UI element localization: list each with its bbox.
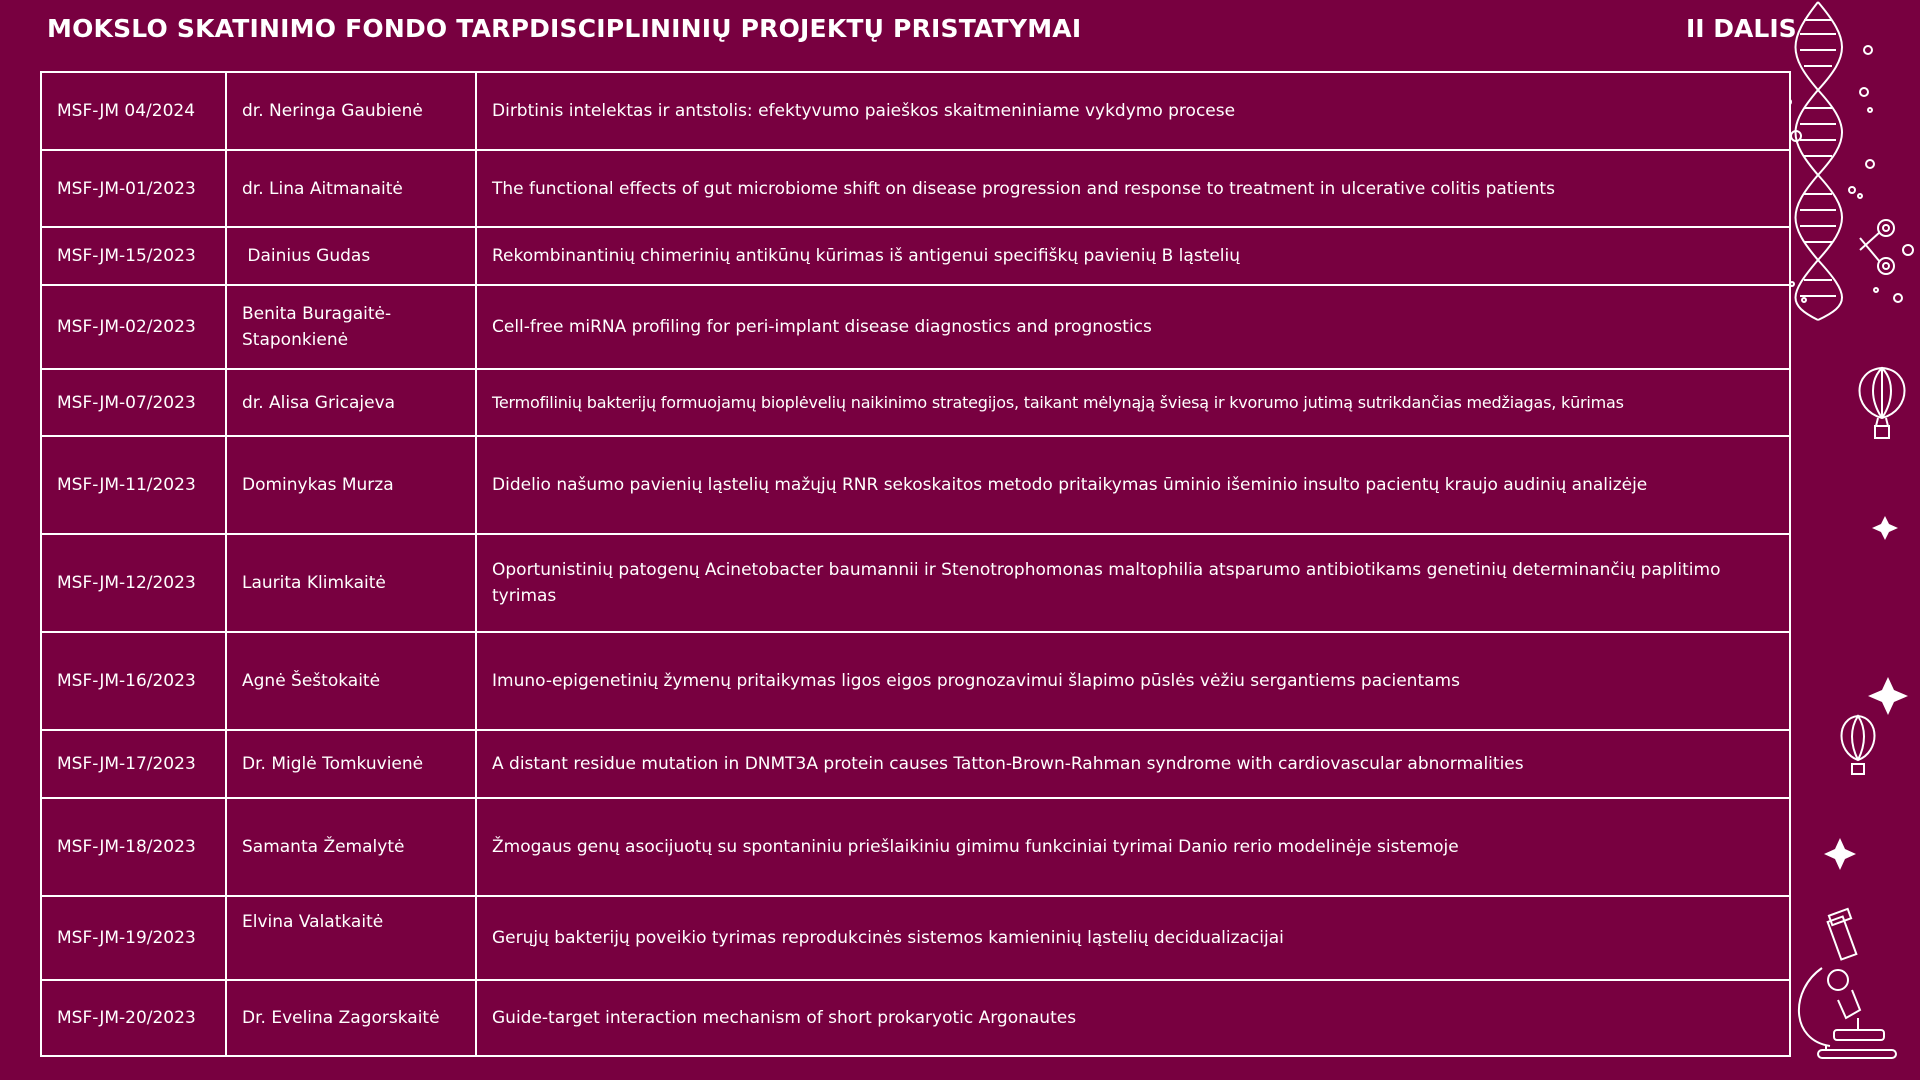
project-topic: Dirbtinis intelektas ir antstolis: efektyvumo paieškos skaitmeniniame vykdymo procese: [476, 72, 1790, 150]
table-row: [41, 534, 1790, 632]
researcher-name: Benita Buragaitė-Staponkienė: [226, 285, 476, 369]
project-topic: Didelio našumo pavienių ląstelių mažųjų RNR sekoskaitos metodo pritaikymas ūminio išeminio insulto pacientų kraujo audinių analizėje: [476, 436, 1790, 534]
table-row: [41, 227, 1790, 285]
table-row: [41, 896, 1790, 980]
project-topic: Guide-target interaction mechanism of short prokaryotic Argonautes: [476, 980, 1790, 1056]
project-code: MSF-JM-15/2023: [41, 227, 226, 285]
researcher-name: Elvina Valatkaitė: [226, 896, 476, 980]
project-topic: Imuno-epigenetinių žymenų pritaikymas ligos eigos prognozavimui šlapimo pūslės vėžiu sergantiems pacientams: [476, 632, 1790, 730]
project-topic: The functional effects of gut microbiome shift on disease progression and response to treatment in ulcerative colitis patients: [476, 150, 1790, 227]
project-topic: Oportunistinių patogenų Acinetobacter baumannii ir Stenotrophomonas maltophilia atsparumo antibiotikams genetinių determinančių paplitimo tyrimas: [476, 534, 1790, 632]
hot-air-balloon-icon: [1860, 368, 1905, 438]
table-row: [41, 436, 1790, 534]
project-code: MSF-JM-20/2023: [41, 980, 226, 1056]
researcher-name: Dr. Evelina Zagorskaitė: [226, 980, 476, 1056]
project-code: MSF-JM-07/2023: [41, 369, 226, 436]
page-title: MOKSLO SKATINIMO FONDO TARPDISCIPLININIŲ PROJEKTŲ PRISTATYMAI: [47, 14, 1082, 43]
dna-helix-icon: [1790, 2, 1913, 320]
project-code: MSF-JM-16/2023: [41, 632, 226, 730]
project-code: MSF-JM-01/2023: [41, 150, 226, 227]
projects-table: [40, 71, 1791, 1057]
table-row: [41, 72, 1790, 150]
hot-air-balloon-icon: [1842, 716, 1875, 774]
sparkle-icon: [1824, 516, 1908, 870]
researcher-name: Samanta Žemalytė: [226, 798, 476, 896]
table-row: [41, 285, 1790, 369]
project-code: MSF-JM-18/2023: [41, 798, 226, 896]
table-row: [41, 980, 1790, 1056]
project-code: MSF-JM-17/2023: [41, 730, 226, 798]
project-code: MSF-JM 04/2024: [41, 72, 226, 150]
project-topic: Cell-free miRNA profiling for peri-implant disease diagnostics and prognostics: [476, 285, 1790, 369]
project-code: MSF-JM-02/2023: [41, 285, 226, 369]
table-row: [41, 369, 1790, 436]
project-topic: Termofilinių bakterijų formuojamų bioplėvelių naikinimo strategijos, taikant mėlynąją šviesą ir kvorumo jutimą sutrikdančias medžiagas, kūrimas: [476, 369, 1790, 436]
table-row: [41, 150, 1790, 227]
project-code: MSF-JM-12/2023: [41, 534, 226, 632]
researcher-name: Dr. Miglė Tomkuvienė: [226, 730, 476, 798]
part-label: II DALIS: [1686, 14, 1797, 43]
project-topic: Žmogaus genų asocijuotų su spontaniniu priešlaikiniu gimimu funkciniai tyrimai Danio rerio modelinėje sistemoje: [476, 798, 1790, 896]
project-topic: Gerųjų bakterijų poveikio tyrimas reprodukcinės sistemos kamieninių ląstelių decidualizacijai: [476, 896, 1790, 980]
researcher-name: dr. Alisa Gricajeva: [226, 369, 476, 436]
microscope-icon: [1799, 909, 1896, 1058]
project-topic: Rekombinantinių chimerinių antikūnų kūrimas iš antigenui specifiškų pavienių B ląstelių: [476, 227, 1790, 285]
decorative-sidebar: [1790, 0, 1920, 1080]
table-row: [41, 730, 1790, 798]
project-topic: A distant residue mutation in DNMT3A protein causes Tatton-Brown-Rahman syndrome with cardiovascular abnormalities: [476, 730, 1790, 798]
table-row: [41, 632, 1790, 730]
researcher-name: Agnė Šeštokaitė: [226, 632, 476, 730]
researcher-name: Laurita Klimkaitė: [226, 534, 476, 632]
project-code: MSF-JM-19/2023: [41, 896, 226, 980]
researcher-name: Dominykas Murza: [226, 436, 476, 534]
researcher-name: dr. Neringa Gaubienė: [226, 72, 476, 150]
project-code: MSF-JM-11/2023: [41, 436, 226, 534]
researcher-name: Dainius Gudas: [226, 227, 476, 285]
researcher-name: dr. Lina Aitmanaitė: [226, 150, 476, 227]
table-row: [41, 798, 1790, 896]
